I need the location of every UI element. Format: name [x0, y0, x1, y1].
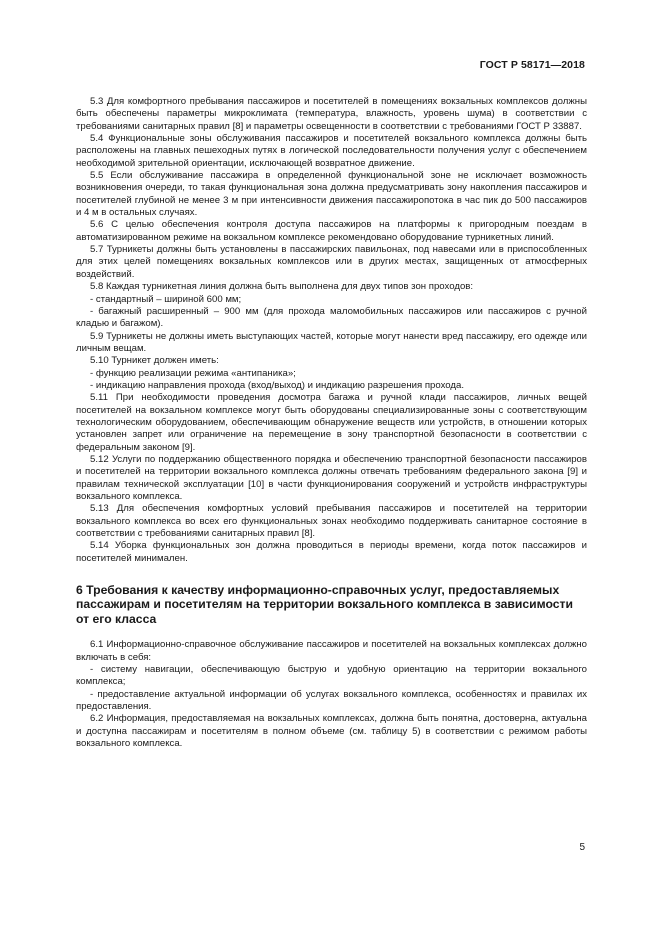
paragraph: 5.12 Услуги по поддержанию общественного порядка и обеспечению транспортной безопасности пассажиров и посетителей на территории вокзального комплекса должны отвечать требованиям федерального закона [9] и правилам технической эксплуатации [10] в части функционирования сооружений и устройств инфраструктуры вокзального комплекса.	[76, 453, 587, 502]
paragraph: 5.5 Если обслуживание пассажира в определенной функциональной зоне не исключает возможность возникновения очереди, то такая функциональная зона должна предусматривать зону накопления пассажиров и посетителей глубиной не менее 3 м при интенсивности движения пассажиропотока в час пик до 500 пассажиров и 4 м в остальных случаях.	[76, 170, 587, 219]
document-body	[76, 96, 587, 750]
section-heading: 6 Требования к качеству информационно-справочных услуг, предоставляемых пассажирам и посетителям на территории вокзального комплекса в зависимости от его класса	[76, 583, 573, 626]
list-item: - стандартный – шириной 600 мм;	[90, 293, 242, 305]
paragraph: 5.14 Уборка функциональных зон должна проводиться в периоды времени, когда поток пассажиров и посетителей минимален.	[76, 540, 587, 564]
list-item: - систему навигации, обеспечивающую быструю и удобную ориентацию на территории вокзального комплекса;	[76, 663, 587, 688]
list-item: - индикацию направления прохода (вход/выход) и индикацию разрешения прохода.	[90, 379, 465, 391]
paragraph: 5.13 Для обеспечения комфортных условий пребывания пассажиров и посетителей на территории вокзального комплекса во всех его функциональных зонах необходимо поддерживать санитарное состояние в соответствии с требованиями санитарных правил [8].	[76, 503, 587, 540]
paragraph: 5.8 Каждая турникетная линия должна быть выполнена для двух типов зон проходов:	[90, 281, 474, 293]
page-number: 5	[579, 842, 585, 853]
paragraph: 5.3 Для комфортного пребывания пассажиров и посетителей в помещениях вокзальных комплексов должны быть обеспечены параметры микроклимата (температура, влажность, уровень шума) в соответствии с требованиями санитарных правил [8] и параметры освещенности в соответствии с требованиями ГОСТ Р 33887.	[76, 96, 587, 132]
paragraph: 5.7 Турникеты должны быть установлены в пассажирских павильонах, под навесами или в приспособленных для этих целей помещениях вокзальных комплексов или в других местах, защищенных от атмосферных воздействий.	[76, 244, 587, 280]
list-item: - предоставление актуальной информации об услугах вокзального комплекса, особенностях и правилах их предоставления.	[76, 688, 587, 712]
list-item: - функцию реализации режима «антипаника»;	[90, 367, 296, 379]
paragraph: 6.2 Информация, предоставляемая на вокзальных комплексах, должна быть понятна, достоверна, актуальна и доступна пассажирам и посетителям в полном объеме (см. таблицу 5) в соответствии с режимом работы вокзального комплекса.	[76, 713, 587, 750]
paragraph: 5.10 Турникет должен иметь:	[90, 355, 219, 367]
standard-header: ГОСТ Р 58171—2018	[479, 59, 585, 71]
paragraph: 5.11 При необходимости проведения досмотра багажа и ручной клади пассажиров, личных вещей посетителей на вокзальном комплексе могут быть оборудованы специализированные зоны с соответствующим технологическим оборудованием, обеспечивающим обнаружение веществ или устройств, в отношении которых установлен запрет или ограничение на перемещение в зону транспортной безопасности в соответствии с федеральным законом [9].	[76, 392, 587, 453]
paragraph: 5.4 Функциональные зоны обслуживания пассажиров и посетителей вокзального комплекса должны быть расположены на главных пешеходных путях в логической последовательности получения услуг с обеспечением необходимой зрительной ориентации, исключающей возвратное движение.	[76, 133, 587, 169]
list-item: - багажный расширенный – 900 мм (для прохода маломобильных пассажиров или пассажиров с ручной кладью и багажом).	[76, 305, 587, 330]
paragraph: 5.6 С целью обеспечения контроля доступа пассажиров на платформы к пригородным поездам в автоматизированном режиме на вокзальном комплексе рекомендовано оборудование турникетных линий.	[76, 219, 587, 243]
paragraph: 6.1 Информационно-справочное обслуживание пассажиров и посетителей на вокзальных комплексах должно включать в себя:	[76, 639, 587, 663]
paragraph: 5.9 Турникеты не должны иметь выступающих частей, которые могут нанести вред пассажиру, его одежде или личным вещам.	[76, 330, 587, 354]
